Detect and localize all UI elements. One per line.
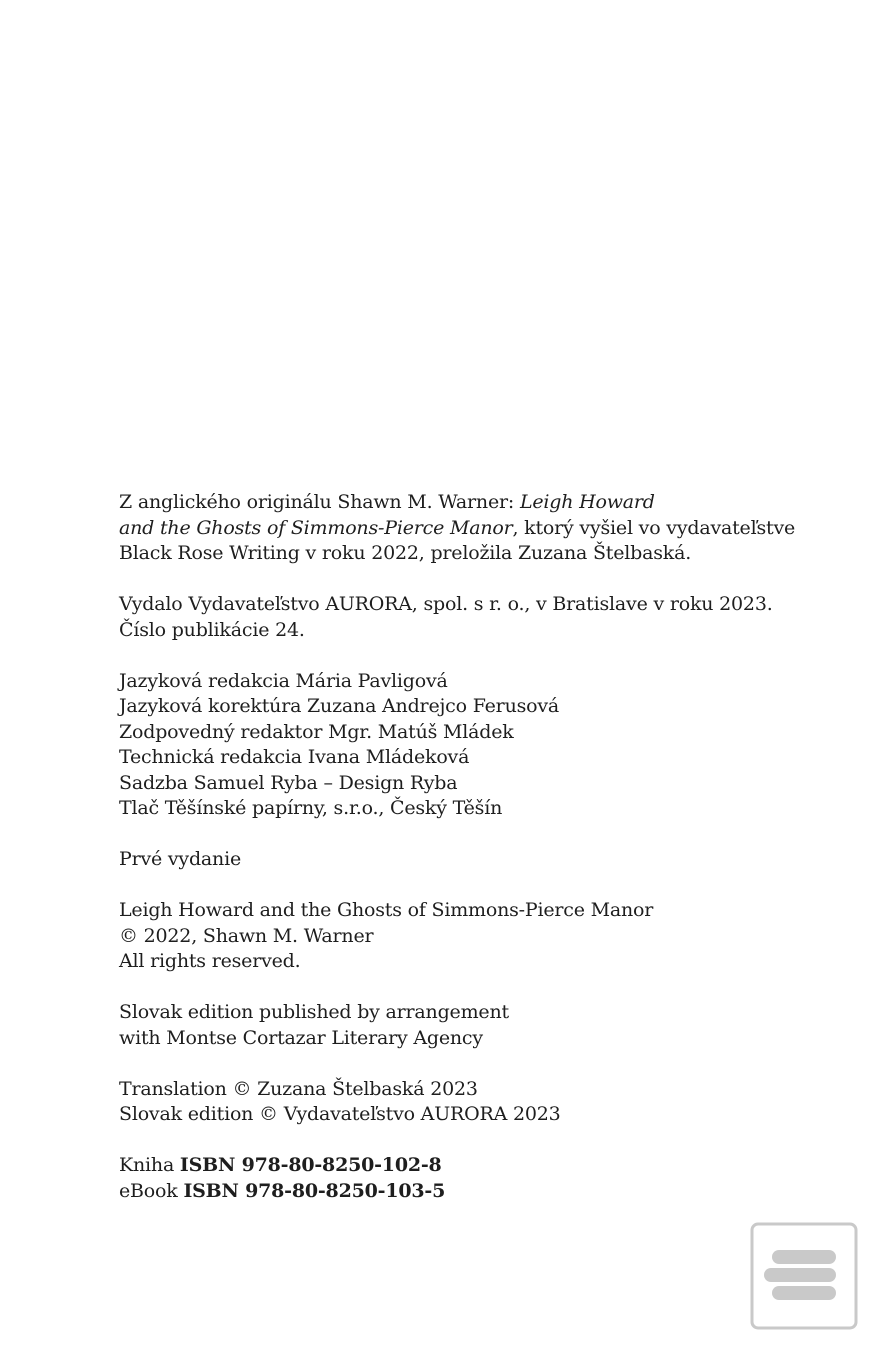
isbn-ebook (119, 1179, 839, 1205)
credit-typesetting: Sadzba Samuel Ryba – Design Ryba (119, 771, 458, 794)
original-copyright (119, 898, 839, 975)
isbn-book-label: Kniha (119, 1154, 180, 1176)
publication-number: Číslo publikácie 24. (119, 618, 305, 641)
credit-language-editor: Jazyková redakcia Mária Pavligová (119, 669, 448, 692)
credit-printing: Tlač Těšínské papírny, s.r.o., Český Těšín (119, 797, 503, 819)
isbn-info (119, 1153, 839, 1204)
isbn-ebook-label: eBook (119, 1179, 184, 1202)
publisher-info (119, 592, 839, 643)
arrangement-info (119, 1000, 839, 1051)
arrangement-line-2: with Montse Cortazar Literary Agency (119, 1026, 483, 1049)
original-author-text: Z anglického originálu Shawn M. Warner: (119, 491, 520, 513)
credit-responsible-editor: Zodpovedný redaktor Mgr. Matúš Mládek (119, 720, 514, 743)
original-copyright-line: © 2022, Shawn M. Warner (119, 924, 374, 947)
credit-technical-editor: Technická redakcia Ivana Mládeková (119, 746, 470, 768)
book-stack-icon (750, 1222, 858, 1330)
translation-note-line-1 (119, 490, 839, 516)
credit-proofreader: Jazyková korektúra Zuzana Andrejco Ferusová (119, 695, 560, 717)
translation-note-line-3: Black Rose Writing v roku 2022, preložila Zuzana Štelbaská. (119, 542, 692, 564)
translation-copyright (119, 1077, 839, 1128)
translation-note (119, 490, 839, 567)
edition-info (119, 847, 839, 873)
edition-copyright-line: Slovak edition © Vydavateľstvo AURORA 2023 (119, 1103, 561, 1125)
translation-copyright-line: Translation © Zuzana Štelbaská 2023 (119, 1077, 478, 1100)
credits (119, 669, 839, 822)
arrangement-line-1: Slovak edition published by arrangement (119, 1001, 509, 1023)
isbn-book (119, 1153, 839, 1179)
original-title-part-1: Leigh Howard (519, 491, 655, 513)
isbn-ebook-value: ISBN 978-80-8250-103-5 (183, 1179, 446, 1202)
original-publisher-text: , ktorý vyšiel vo vydavateľstve (512, 516, 796, 539)
original-title-line: Leigh Howard and the Ghosts of Simmons-Pierce Manor (119, 899, 654, 921)
edition-text: Prvé vydanie (119, 848, 241, 870)
rights-reserved-line: All rights reserved. (119, 950, 301, 972)
original-title-part-2: and the Ghosts of Simmons-Pierce Manor (119, 516, 513, 539)
publisher-line: Vydalo Vydavateľstvo AURORA, spol. s r. o., v Bratislave v roku 2023. (119, 593, 773, 615)
translation-note-line-2 (119, 516, 839, 542)
isbn-book-value: ISBN 978-80-8250-102-8 (179, 1154, 442, 1176)
imprint-text (119, 490, 839, 1230)
